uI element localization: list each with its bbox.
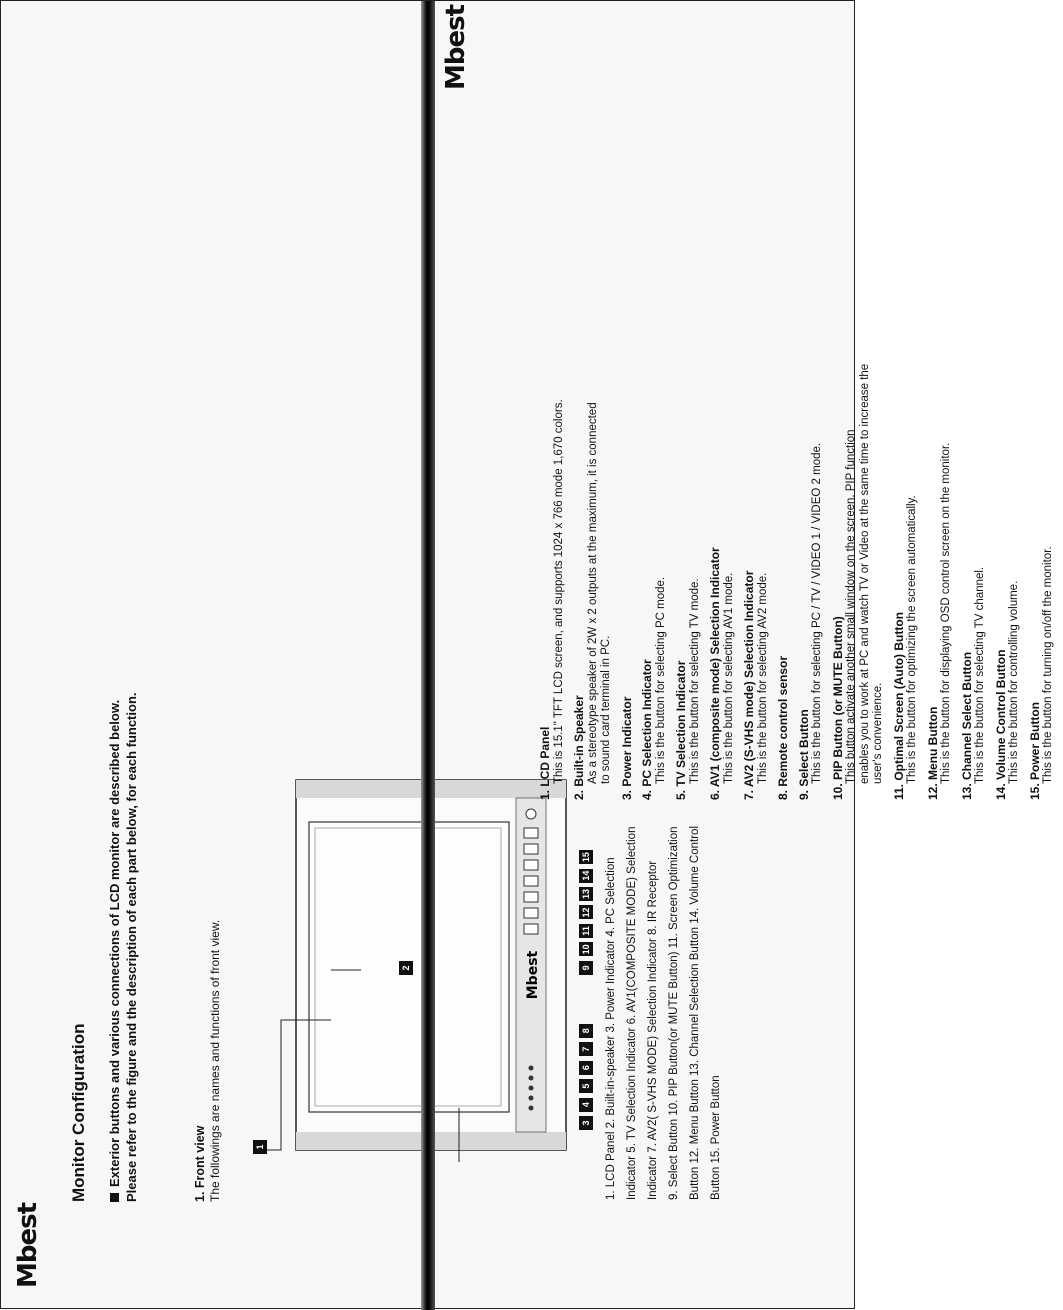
part-item-8 bbox=[777, 80, 791, 800]
page-title: Monitor Configuration bbox=[69, 1023, 88, 1202]
part-item-13 bbox=[961, 80, 988, 800]
part-item-15 bbox=[1029, 80, 1056, 800]
callout-5: 5 bbox=[579, 1079, 593, 1093]
part-item-text: to sound card terminal in PC. bbox=[600, 635, 612, 784]
part-item-text: This is the button for displaying OSD control screen on the monitor. bbox=[940, 442, 952, 784]
callout-9: 9 bbox=[579, 961, 593, 975]
part-item-text: This is 15.1" TFT LCD screen, and supports 1024 x 766 mode 1,670 colors. bbox=[552, 399, 565, 784]
brand-logo-left: Mbest bbox=[13, 1202, 43, 1288]
part-item-title: 13. Channel Select Button bbox=[959, 651, 974, 800]
part-item-11 bbox=[893, 80, 920, 800]
part-item-text: This is the button for controlling volume. bbox=[1008, 580, 1020, 784]
part-item-title: 15. Power Button bbox=[1027, 701, 1042, 800]
part-item-title: 14. Volume Control Button bbox=[993, 649, 1008, 800]
front-view-heading: 1. Front view bbox=[193, 1125, 207, 1202]
part-descriptions bbox=[539, 80, 1063, 800]
part-item-text: As a stereotype speaker of 2W x 2 outputs at the maximum, it is connected bbox=[586, 402, 599, 784]
part-item-text: This is the button for turning on/off the monitor. bbox=[1042, 546, 1054, 784]
part-item-6 bbox=[709, 80, 736, 800]
part-item-text: enables you to work at PC and watch TV or Video at the same time to increase the bbox=[858, 363, 871, 784]
part-item-text: This is the button for selecting TV channel. bbox=[974, 566, 986, 784]
part-item-1 bbox=[539, 80, 566, 800]
part-item-title: 10. PIP Button (or MUTE Button) bbox=[830, 616, 845, 800]
part-item-title: 9. Select Button bbox=[796, 709, 811, 800]
part-item-10 bbox=[832, 80, 886, 800]
part-item-title: 1. LCD Panel bbox=[538, 726, 552, 800]
part-item-title: 8. Remote control sensor bbox=[776, 655, 790, 800]
part-item-text: This is the button for selecting AV2 mode. bbox=[756, 572, 769, 784]
part-item-title: 6. AV1 (composite mode) Selection Indicator bbox=[708, 547, 722, 800]
brand-logo-right: Mbest bbox=[441, 4, 471, 90]
callout-11: 11 bbox=[579, 924, 593, 938]
callout-4: 4 bbox=[579, 1098, 593, 1112]
callout-10: 10 bbox=[581, 944, 591, 955]
part-item-7 bbox=[743, 80, 770, 800]
caption-line-2: Indicator 5. TV Selection Indicator 6. AV1(COMPOSITE MODE) Selection bbox=[626, 826, 638, 1200]
caption-line-1: 1. LCD Panel 2. Built-in-speaker 3. Power Indicator 4. PC Selection bbox=[605, 857, 617, 1200]
callout-8: 8 bbox=[579, 1024, 593, 1038]
diagram-brand-label: Mbest bbox=[525, 950, 541, 1000]
part-item-title: 11. Optimal Screen (Auto) Button bbox=[891, 611, 906, 800]
part-item-title: 7. AV2 (S-VHS mode) Selection Indicator bbox=[742, 570, 756, 800]
caption-line-5: Button 12. Menu Button 13. Channel Selection Button 14. Volume Control bbox=[689, 826, 701, 1200]
callout-13: 13 bbox=[581, 889, 591, 900]
part-item-text: user's convenience. bbox=[872, 682, 884, 784]
callout-6: 6 bbox=[579, 1061, 593, 1075]
part-item-14 bbox=[995, 80, 1022, 800]
callout-1: 1 bbox=[253, 1140, 267, 1154]
front-view-text: The followings are names and functions of front view. bbox=[208, 919, 222, 1202]
callout-7: 7 bbox=[579, 1042, 593, 1056]
callout-2: 2 bbox=[399, 961, 413, 975]
part-item-2 bbox=[573, 80, 614, 800]
part-item-3 bbox=[621, 80, 635, 800]
callout-3: 3 bbox=[579, 1116, 593, 1130]
callout-15: 15 bbox=[581, 852, 591, 863]
part-item-9 bbox=[798, 80, 825, 800]
callout-14: 14 bbox=[581, 870, 591, 881]
intro-paragraph: Exterior buttons and various connections of LCD monitor are described below. Please refer to the figure and the description of each part below, for each function. bbox=[107, 692, 139, 1202]
part-item-title: 3. Power Indicator bbox=[619, 696, 634, 800]
part-item-title: 5. TV Selection Indicator bbox=[674, 660, 688, 800]
part-item-text: This is the button for selecting TV mode. bbox=[688, 578, 701, 784]
part-item-text: This button activate another small window on the screen. PIP function bbox=[845, 429, 857, 784]
right-page bbox=[429, 1, 1054, 1310]
bullet-square-icon bbox=[110, 1193, 119, 1202]
part-item-title: 2. Built-in Speaker bbox=[572, 695, 586, 800]
part-item-4 bbox=[641, 80, 668, 800]
caption-line-4: 9. Select Button 10. PIP Button(or MUTE Button) 11. Screen Optimization bbox=[668, 826, 680, 1200]
part-item-title: 12. Menu Button bbox=[925, 706, 940, 800]
caption-line-6: Button 15. Power Button bbox=[710, 1075, 722, 1200]
caption-line-3: Indicator 7. AV2( S-VHS MODE) Selection Indicator 8. IR Receptor bbox=[647, 860, 659, 1200]
part-item-5 bbox=[675, 80, 702, 800]
part-item-text: This is the button for selecting PC / TV / VIDEO 1 / VIDEO 2 mode. bbox=[811, 442, 823, 784]
front-view-section bbox=[193, 920, 223, 1202]
part-item-text: This is the button for selecting PC mode. bbox=[654, 576, 667, 784]
callout-12: 12 bbox=[581, 907, 591, 918]
part-item-text: This is the button for selecting AV1 mode. bbox=[722, 572, 735, 784]
part-item-12 bbox=[927, 80, 954, 800]
part-item-text: This is the button for optimizing the screen automatically. bbox=[906, 495, 918, 784]
part-item-title: 4. PC Selection Indicator bbox=[640, 659, 654, 800]
